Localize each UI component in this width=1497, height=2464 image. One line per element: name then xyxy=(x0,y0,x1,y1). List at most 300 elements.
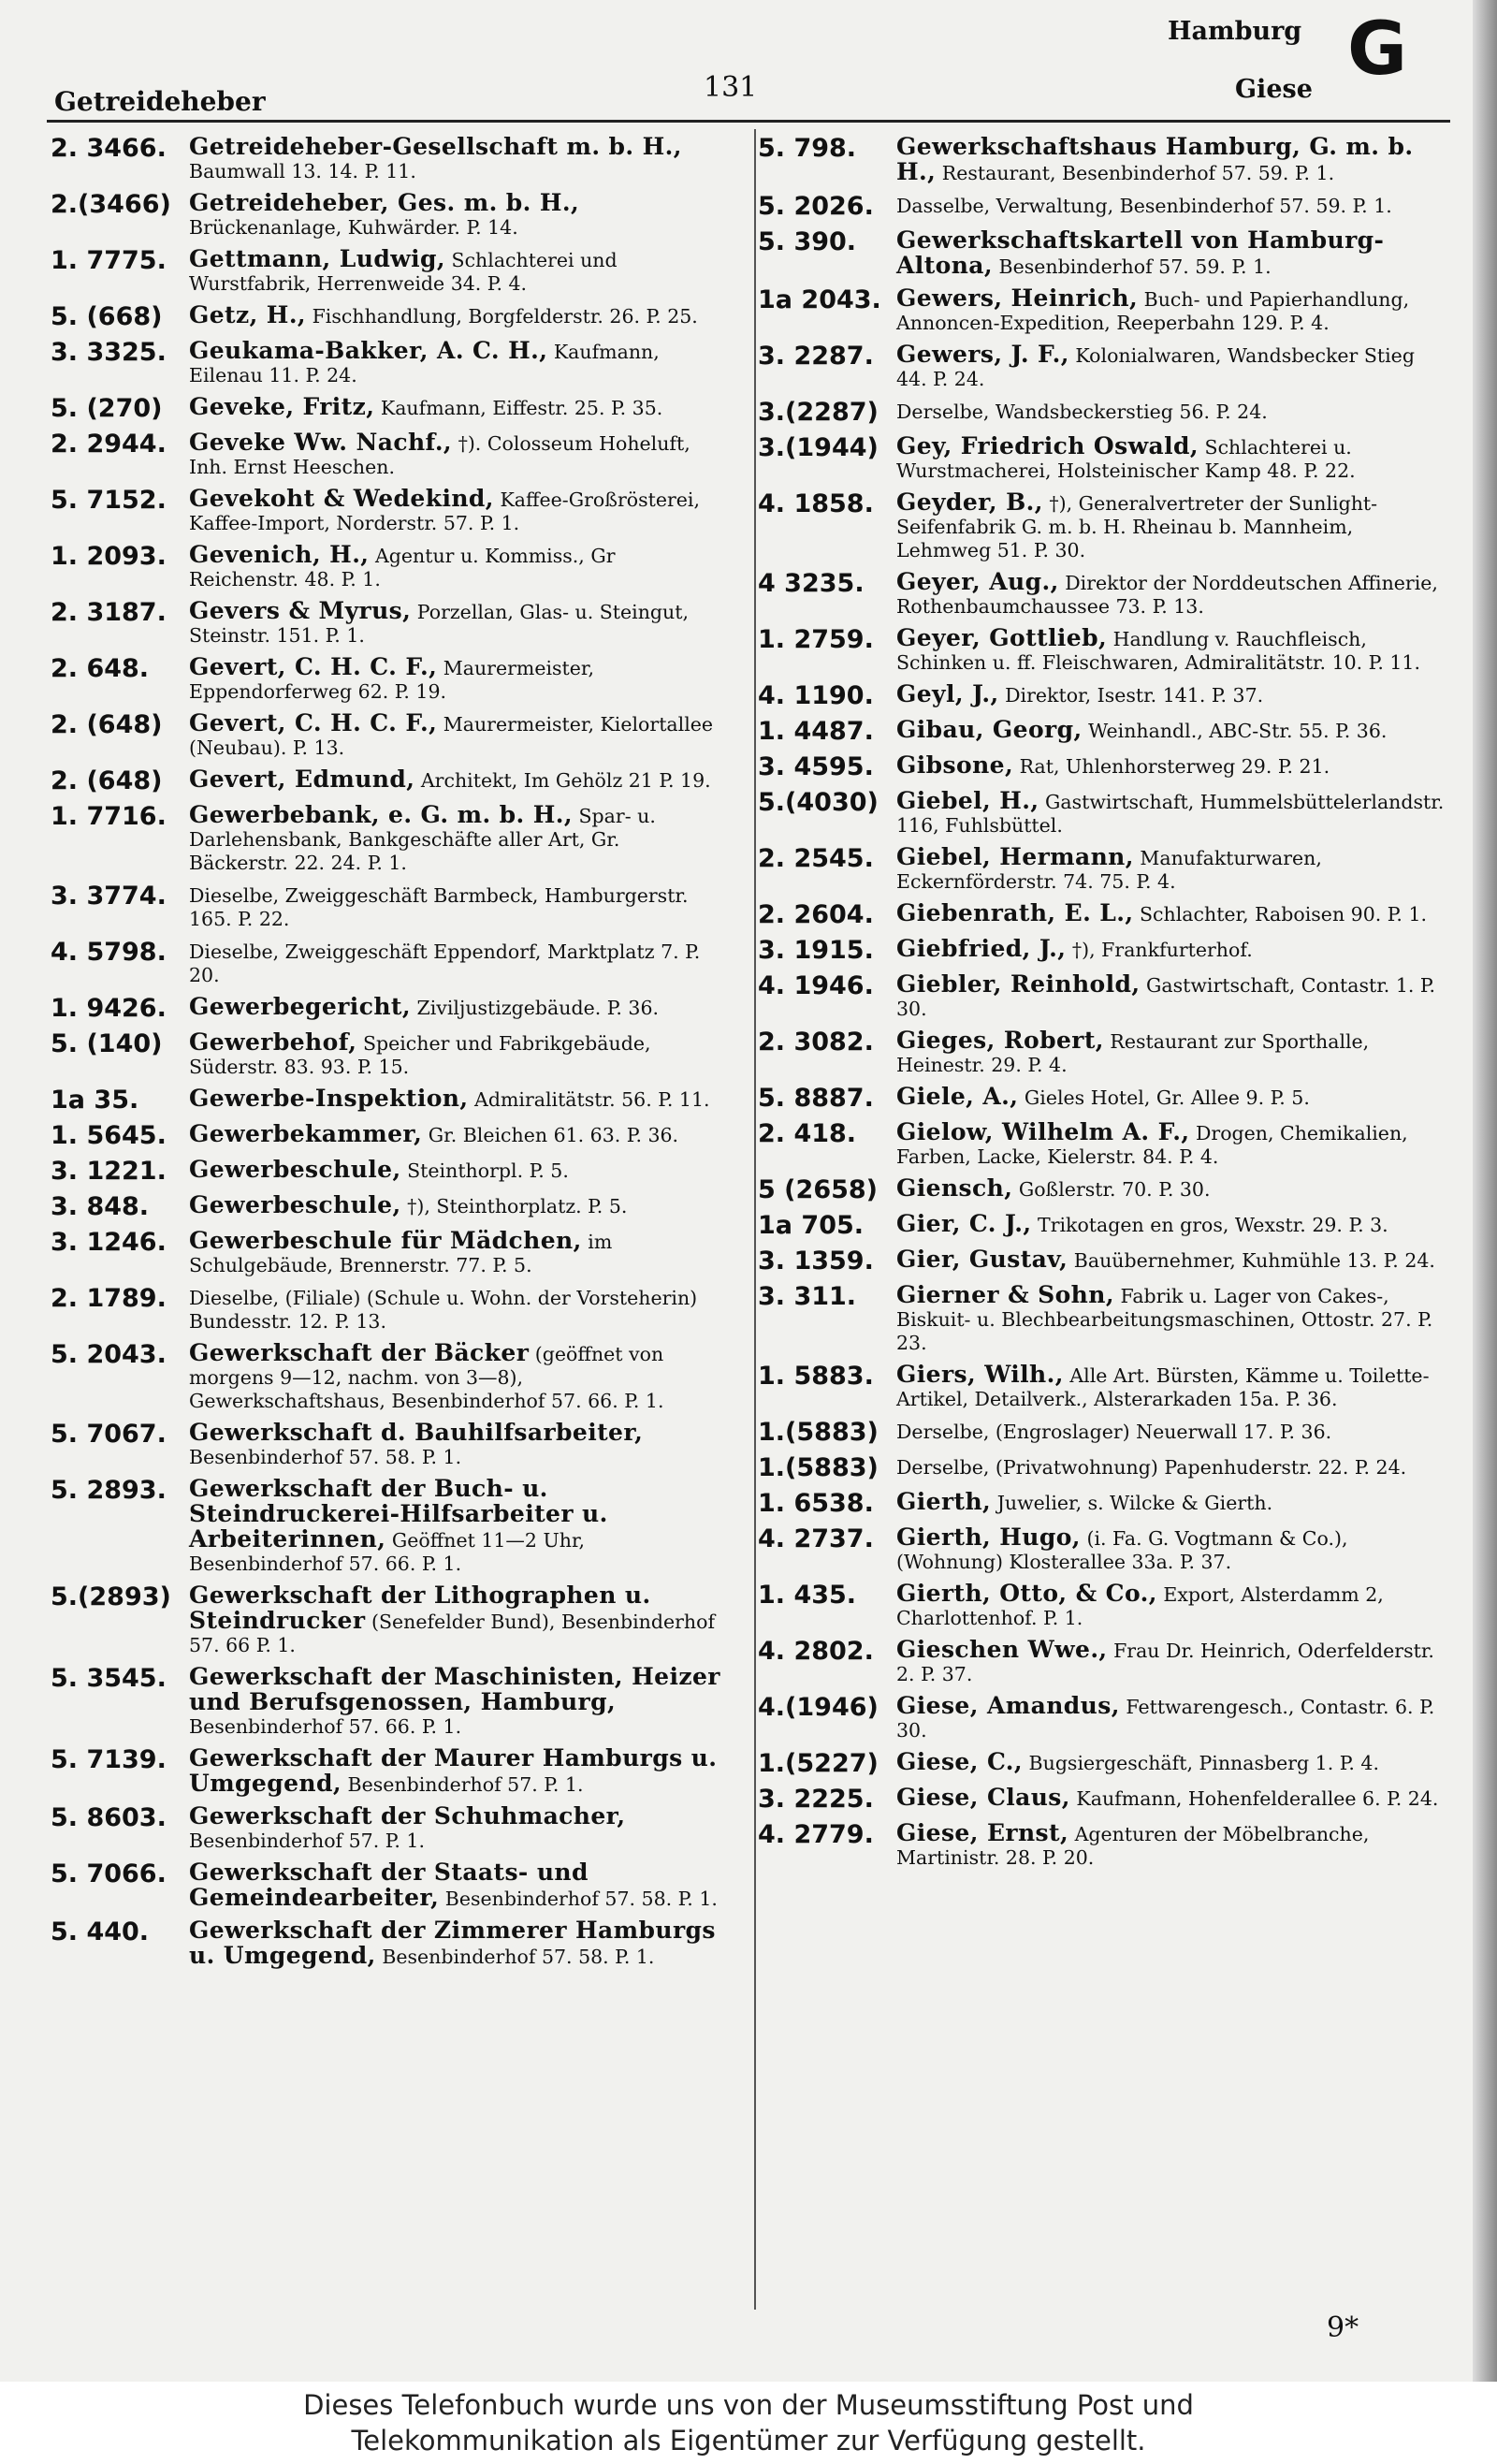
directory-entry xyxy=(758,1283,1446,1355)
phone-number: 1.(5883) xyxy=(758,1453,879,1482)
entry-text xyxy=(896,718,1446,743)
entry-text xyxy=(189,487,724,535)
entry-text xyxy=(896,399,1446,424)
entry-name: Gielow, Wilhelm A. F., xyxy=(896,1118,1190,1145)
directory-entry xyxy=(51,1804,724,1853)
phone-number: 1. 7775. xyxy=(51,246,167,275)
phone-number: 5. (270) xyxy=(51,394,163,423)
entry-detail: Bauübernehmer, Kuhmühle 13. P. 24. xyxy=(1073,1249,1435,1272)
entry-name: Geveke, Fritz, xyxy=(189,393,375,420)
entry-text xyxy=(896,135,1446,185)
entry-text xyxy=(189,339,724,387)
entry-text xyxy=(896,570,1446,619)
entry-detail: Maurermeister, Eppendorferweg 62. P. 19. xyxy=(189,657,594,703)
directory-entry xyxy=(51,1122,724,1150)
entry-text xyxy=(189,1583,724,1657)
directory-entry xyxy=(51,1341,724,1413)
entry-detail: Gr. Bleichen 61. 63. P. 36. xyxy=(428,1124,679,1146)
entry-detail: Trikotagen en gros, Wexstr. 29. P. 3. xyxy=(1038,1214,1388,1236)
entry-text xyxy=(896,1525,1446,1574)
entry-detail: Brückenanlage, Kuhwärder. P. 14. xyxy=(189,216,518,239)
phone-number: 5. 7067. xyxy=(51,1420,167,1449)
phone-number: 2. 2944. xyxy=(51,430,167,459)
directory-entry xyxy=(51,191,724,240)
entry-name: Giese, Claus, xyxy=(896,1784,1070,1811)
entry-detail: Agenturen der Möbelbranche, Martinistr. 28. P. 20. xyxy=(896,1823,1370,1869)
directory-entry xyxy=(758,135,1446,185)
directory-entry xyxy=(758,626,1446,675)
entry-text xyxy=(189,430,724,479)
phone-number: 5.(4030) xyxy=(758,788,879,817)
phone-number: 3.(1944) xyxy=(758,433,879,462)
directory-entry xyxy=(51,711,724,760)
entry-name: Gevenich, H., xyxy=(189,541,370,568)
entry-name: Gierth, Otto, & Co., xyxy=(896,1580,1157,1607)
column-divider xyxy=(754,129,756,2310)
entry-text xyxy=(189,135,724,183)
entry-text xyxy=(189,1086,724,1112)
entry-name: Gewers, Heinrich, xyxy=(896,284,1139,312)
directory-entry xyxy=(758,1120,1446,1169)
entry-detail: Dieselbe, (Filiale) (Schule u. Wohn. der Vorsteherin) Bundesstr. 12. P. 13. xyxy=(189,1287,698,1333)
entry-detail: Buch- und Papierhandlung, Annoncen-Expedition, Reeperbahn 129. P. 4. xyxy=(896,288,1410,334)
phone-number: 3. 2287. xyxy=(758,342,874,371)
phone-number: 2. 3466. xyxy=(51,134,167,163)
entry-detail: (Senefelder Bund), Besenbinderhof 57. 66 P. 1. xyxy=(189,1611,716,1656)
entry-name: Gewerkschaft d. Bauhilfsarbeiter, xyxy=(189,1419,644,1446)
entry-text xyxy=(896,1490,1446,1515)
entry-text xyxy=(896,1582,1446,1630)
phone-number: 3. 2225. xyxy=(758,1785,874,1814)
phone-number: 5. 7152. xyxy=(51,486,167,515)
entry-text xyxy=(189,599,724,648)
entry-text xyxy=(896,1821,1446,1870)
entry-detail: Drogen, Chemikalien, Farben, Lacke, Kielerstr. 84. P. 4. xyxy=(896,1122,1408,1168)
entry-name: Gettmann, Ludwig, xyxy=(189,245,445,272)
entry-detail: Maurermeister, Kielortallee (Neubau). P. 13. xyxy=(189,713,714,759)
entry-text xyxy=(189,1665,724,1739)
entry-text xyxy=(896,937,1446,962)
entry-name: Giensch, xyxy=(896,1174,1013,1202)
entry-detail: Restaurant zur Sporthalle, Heinestr. 29. P. 4. xyxy=(896,1030,1370,1076)
directory-entry xyxy=(758,1028,1446,1077)
entry-text xyxy=(896,1454,1446,1480)
header-rule xyxy=(47,120,1450,123)
entry-name: Gevers & Myrus, xyxy=(189,597,412,624)
phone-number: 3. 1359. xyxy=(758,1247,874,1276)
entry-text xyxy=(189,803,724,875)
phone-number: 4. 2802. xyxy=(758,1637,874,1666)
phone-number: 1.(5227) xyxy=(758,1749,879,1778)
directory-entry xyxy=(758,1454,1446,1482)
directory-entry xyxy=(51,803,724,875)
directory-entry xyxy=(758,1750,1446,1778)
entry-text xyxy=(896,434,1446,483)
index-letter: G xyxy=(1347,7,1408,92)
directory-entry xyxy=(51,1285,724,1334)
entry-text xyxy=(189,543,724,591)
phone-number: 5. (140) xyxy=(51,1029,163,1058)
entry-detail: Fettwarengesch., Contastr. 6. P. 30. xyxy=(896,1696,1435,1742)
entry-detail: Besenbinderhof 57. P. 1. xyxy=(189,1830,425,1852)
entry-text xyxy=(189,395,724,420)
entry-name: Gewerkschaft der Maschinisten, Heizer und Berufsgenossen, Hamburg, xyxy=(189,1663,720,1715)
entry-name: Gewerkschaft der Schuhmacher, xyxy=(189,1802,626,1830)
entry-text xyxy=(896,1638,1446,1686)
entry-text xyxy=(189,1918,724,1969)
entry-text xyxy=(189,1122,724,1147)
directory-entry xyxy=(51,1193,724,1221)
phone-number: 5 (2658) xyxy=(758,1175,879,1204)
entry-detail: Admiralitätstr. 56. P. 11. xyxy=(474,1088,710,1111)
directory-entry xyxy=(758,1582,1446,1630)
directory-entry xyxy=(51,1665,724,1739)
phone-number: 5. 798. xyxy=(758,134,857,163)
phone-number: 1. 7716. xyxy=(51,802,167,831)
entry-name: Gewerbeschule für Mädchen, xyxy=(189,1227,582,1254)
left-column xyxy=(51,135,724,1976)
phone-number: 1. 435. xyxy=(758,1581,857,1610)
phone-number: 2. 1789. xyxy=(51,1284,167,1313)
entry-text xyxy=(896,228,1446,279)
entry-detail: Derselbe, (Engroslager) Neuerwall 17. P. 36. xyxy=(896,1421,1332,1443)
entry-detail: Agentur u. Kommiss., Gr Reichenstr. 48. P. 1. xyxy=(189,545,616,590)
directory-entry xyxy=(758,399,1446,427)
entry-name: Gewerkschaft der Staats- und Gemeindearbeiter, xyxy=(189,1859,589,1911)
directory-entry xyxy=(758,570,1446,619)
directory-entry xyxy=(758,1786,1446,1814)
entry-text xyxy=(896,1283,1446,1355)
phone-number: 4 3235. xyxy=(758,569,865,598)
phone-number: 2. (648) xyxy=(51,710,163,739)
entry-name: Getreideheber-Gesellschaft m. b. H., xyxy=(189,133,682,160)
phone-number: 2. 648. xyxy=(51,654,150,683)
page-number: 131 xyxy=(704,71,758,104)
phone-number: 3. 848. xyxy=(51,1192,150,1221)
entry-detail: Schlachterei und Wurstfabrik, Herrenweide 34. P. 4. xyxy=(189,249,618,295)
entry-name: Giers, Wilh., xyxy=(896,1361,1064,1388)
phone-number: 5. 7139. xyxy=(51,1745,167,1774)
entry-detail: im Schulgebäude, Brennerstr. 77. P. 5. xyxy=(189,1231,613,1276)
directory-entry xyxy=(51,303,724,331)
entry-detail: Besenbinderhof 57. 66. P. 1. xyxy=(189,1715,462,1738)
entry-text xyxy=(896,972,1446,1021)
entry-detail: Frau Dr. Heinrich, Oderfelderstr. 2. P. 37. xyxy=(896,1640,1434,1685)
entry-name: Gibau, Georg, xyxy=(896,716,1083,743)
entry-name: Gierner & Sohn, xyxy=(896,1281,1114,1308)
directory-entry xyxy=(51,995,724,1023)
directory-entry xyxy=(51,1030,724,1079)
entry-detail: Besenbinderhof 57. 58. P. 1. xyxy=(382,1946,655,1968)
entry-name: Gewerkschaftskartell von Hamburg-Altona, xyxy=(896,226,1385,279)
phone-number: 5.(2893) xyxy=(51,1582,171,1611)
entry-name: Gewerbekammer, xyxy=(189,1120,423,1147)
entry-name: Gewerkschaft der Zimmerer Hamburgs u. Umgegend, xyxy=(189,1917,716,1969)
entry-name: Gibsone, xyxy=(896,751,1014,779)
entry-detail: Besenbinderhof 57. 58. P. 1. xyxy=(444,1888,718,1910)
entry-text xyxy=(189,711,724,760)
entry-name: Gewerkschaft der Bäcker xyxy=(189,1339,530,1366)
phone-number: 1. 6538. xyxy=(758,1489,874,1518)
directory-entry xyxy=(51,1158,724,1186)
entry-detail: Spar- u. Darlehensbank, Bankgeschäfte aller Art, Gr. Bäckerstr. 22. 24. P. 1. xyxy=(189,805,656,874)
phone-number: 5. 2026. xyxy=(758,192,874,221)
entry-name: Gewerkschaftshaus Hamburg, G. m. b. H., xyxy=(896,133,1414,185)
entry-name: Gevert, C. H. C. F., xyxy=(189,653,438,680)
entry-text xyxy=(189,1030,724,1079)
directory-entry xyxy=(758,845,1446,894)
phone-number: 5. 8603. xyxy=(51,1803,167,1832)
entry-detail: Geöffnet 11—2 Uhr, Besenbinderhof 57. 66. P. 1. xyxy=(189,1529,586,1575)
entry-text xyxy=(189,655,724,704)
entry-name: Giele, A., xyxy=(896,1083,1019,1110)
entry-detail: †), Frankfurterhof. xyxy=(1071,939,1253,961)
phone-number: 5. 390. xyxy=(758,227,857,256)
entry-text xyxy=(189,1229,724,1277)
phone-number: 1a 705. xyxy=(758,1211,865,1240)
footer-line-2: Telekommunikation als Eigentümer zur Verfügung gestellt. xyxy=(351,2425,1146,2457)
entry-detail: (i. Fa. G. Vogtmann & Co.), (Wohnung) Klosterallee 33a. P. 37. xyxy=(896,1527,1348,1573)
entry-name: Gewerkschaft der Buch- u. Steindruckerei-Hilfsarbeiter u. Arbeiterinnen, xyxy=(189,1475,608,1553)
directory-entry xyxy=(51,339,724,387)
phone-number: 3. 1915. xyxy=(758,936,874,965)
last-name-heading: Giese xyxy=(1235,75,1313,104)
directory-entry xyxy=(51,430,724,479)
directory-entry xyxy=(51,1918,724,1969)
entry-detail: Baumwall 13. 14. P. 11. xyxy=(189,160,416,182)
entry-name: Gewerkschaft der Maurer Hamburgs u. Umgegend, xyxy=(189,1744,718,1797)
entry-detail: Derselbe, Wandsbeckerstieg 56. P. 24. xyxy=(896,401,1268,423)
entry-detail: †), Generalvertreter der Sunlight-Seifenfabrik G. m. b. H. Rheinau b. Mannheim, Lehmweg 51. P. 30. xyxy=(896,492,1378,561)
directory-entry xyxy=(51,1421,724,1469)
entry-text xyxy=(896,1694,1446,1742)
entry-name: Giese, Ernst, xyxy=(896,1819,1069,1846)
section-heading: Getreideheber xyxy=(54,86,266,117)
entry-detail: Speicher und Fabrikgebäude, Süderstr. 83. 93. P. 15. xyxy=(189,1032,651,1078)
phone-number: 4. 1858. xyxy=(758,489,874,518)
entry-text xyxy=(189,1477,724,1576)
entry-name: Geveke Ww. Nachf., xyxy=(189,429,453,456)
directory-entry xyxy=(758,901,1446,929)
entry-detail: Handlung v. Rauchfleisch, Schinken u. ff. Fleischwaren, Admiralitätstr. 10. P. 11. xyxy=(896,628,1420,674)
phone-number: 1. 4487. xyxy=(758,717,874,746)
phone-number: 4. 1946. xyxy=(758,971,874,1000)
entry-text xyxy=(189,247,724,296)
city-heading: Hamburg xyxy=(1168,17,1302,46)
entry-name: Giese, Amandus, xyxy=(896,1692,1120,1719)
directory-entry xyxy=(51,655,724,704)
directory-entry xyxy=(51,543,724,591)
directory-entry xyxy=(758,1638,1446,1686)
entry-detail: (geöffnet von morgens 9—12, nachm. von 3—8), Gewerkschaftshaus, Besenbinderhof 57. 66. P. 1. xyxy=(189,1343,664,1412)
phone-number: 2. (648) xyxy=(51,766,163,795)
entry-detail: Export, Alsterdamm 2, Charlottenhof. P. 1. xyxy=(896,1583,1384,1629)
entry-detail: Besenbinderhof 57. 59. P. 1. xyxy=(998,255,1272,278)
entry-detail: Porzellan, Glas- u. Steingut, Steinstr. 151. P. 1. xyxy=(189,601,689,647)
phone-number: 5. 2043. xyxy=(51,1340,167,1369)
entry-text xyxy=(896,1750,1446,1775)
phone-number: 3.(2287) xyxy=(758,398,879,427)
entry-name: Gevert, C. H. C. F., xyxy=(189,709,438,736)
entry-text xyxy=(896,1212,1446,1237)
phone-number: 1a 35. xyxy=(51,1086,139,1115)
entry-detail: Schlachterei u. Wurstmacherei, Holsteinischer Kamp 48. P. 22. xyxy=(896,436,1356,482)
entry-name: Gewerbe-Inspektion, xyxy=(189,1085,469,1112)
phone-number: 1. 5883. xyxy=(758,1362,874,1391)
entry-text xyxy=(189,303,724,328)
entry-text xyxy=(189,191,724,240)
entry-detail: Fabrik u. Lager von Cakes-, Biskuit- u. Blechbearbeitungsmaschinen, Ottostr. 27. P. 23. xyxy=(896,1285,1433,1354)
directory-entry xyxy=(758,343,1446,391)
directory-entry xyxy=(51,1229,724,1277)
entry-text xyxy=(896,1363,1446,1411)
entry-text xyxy=(896,1786,1446,1811)
entry-detail: Gastwirtschaft, Contastr. 1. P. 30. xyxy=(896,974,1436,1020)
entry-detail: Kaffee-Großrösterei, Kaffee-Import, Norderstr. 57. P. 1. xyxy=(189,488,700,534)
entry-name: Getreideheber, Ges. m. b. H., xyxy=(189,189,580,216)
entry-name: Giebel, Hermann, xyxy=(896,843,1134,870)
entry-detail: Derselbe, (Privatwohnung) Papenhuderstr. 22. P. 24. xyxy=(896,1456,1407,1479)
entry-detail: Goßlerstr. 70. P. 30. xyxy=(1018,1178,1211,1201)
entry-name: Gieges, Robert, xyxy=(896,1027,1104,1054)
directory-entry xyxy=(758,789,1446,838)
entry-name: Gewerbehof, xyxy=(189,1028,357,1056)
entry-text xyxy=(189,1341,724,1413)
entry-name: Gierth, Hugo, xyxy=(896,1524,1081,1551)
directory-entry xyxy=(758,1821,1446,1870)
phone-number: 1a 2043. xyxy=(758,285,881,314)
entry-text xyxy=(896,343,1446,391)
directory-entry xyxy=(758,1525,1446,1574)
entry-detail: Gieles Hotel, Gr. Allee 9. P. 5. xyxy=(1024,1086,1310,1109)
directory-entry xyxy=(51,1583,724,1657)
directory-entry xyxy=(758,1085,1446,1113)
directory-entry xyxy=(758,1212,1446,1240)
entry-text xyxy=(189,1804,724,1853)
directory-entry xyxy=(51,599,724,648)
phone-number: 2.(3466) xyxy=(51,190,171,219)
entry-detail: Bugsiergeschäft, Pinnasberg 1. P. 4. xyxy=(1028,1752,1379,1774)
entry-detail: Dieselbe, Zweiggeschäft Eppendorf, Marktplatz 7. P. 20. xyxy=(189,940,701,986)
entry-name: Gier, Gustav, xyxy=(896,1246,1068,1273)
directory-entry xyxy=(51,1746,724,1797)
directory-entry xyxy=(51,1860,724,1911)
entry-text xyxy=(896,286,1446,335)
entry-text xyxy=(896,626,1446,675)
directory-entry xyxy=(758,972,1446,1021)
phone-number: 2. 2545. xyxy=(758,844,874,873)
entry-text xyxy=(896,490,1446,562)
entry-text xyxy=(189,1193,724,1218)
entry-text xyxy=(896,845,1446,894)
phone-number: 4. 1190. xyxy=(758,681,874,710)
phone-number: 3. 1221. xyxy=(51,1157,167,1186)
entry-detail: Besenbinderhof 57. P. 1. xyxy=(347,1773,584,1796)
entry-name: Geyer, Aug., xyxy=(896,568,1059,595)
entry-detail: Architekt, Im Gehölz 21 P. 19. xyxy=(420,769,711,792)
directory-entry xyxy=(51,939,724,987)
entry-name: Giebler, Reinhold, xyxy=(896,970,1141,998)
footer-line-1: Dieses Telefonbuch wurde uns von der Museumsstiftung Post und xyxy=(303,2389,1194,2421)
entry-text xyxy=(896,1028,1446,1077)
phone-number: 3. 311. xyxy=(758,1282,857,1311)
entry-text xyxy=(189,1746,724,1797)
entry-name: Gewers, J. F., xyxy=(896,341,1069,368)
entry-detail: Schlachter, Raboisen 90. P. 1. xyxy=(1140,903,1428,926)
entry-text xyxy=(189,767,724,793)
directory-entry xyxy=(51,487,724,535)
entry-text xyxy=(189,882,724,931)
entry-text xyxy=(896,753,1446,779)
directory-entry xyxy=(51,1086,724,1115)
entry-detail: Weinhandl., ABC-Str. 55. P. 36. xyxy=(1088,720,1388,742)
directory-entry xyxy=(758,490,1446,562)
directory-entry xyxy=(758,193,1446,221)
directory-entry xyxy=(758,753,1446,781)
entry-detail: †). Colosseum Hoheluft, Inh. Ernst Heeschen. xyxy=(189,432,690,478)
directory-entry xyxy=(758,286,1446,335)
entry-name: Gieschen Wwe., xyxy=(896,1636,1108,1663)
entry-name: Geyer, Gottlieb, xyxy=(896,624,1108,651)
phone-number: 2. 3187. xyxy=(51,598,167,627)
directory-entry xyxy=(758,1419,1446,1447)
directory-entry xyxy=(51,135,724,183)
phone-number: 1. 5645. xyxy=(51,1121,167,1150)
phone-number: 3. 3774. xyxy=(51,882,167,911)
directory-entry xyxy=(51,1477,724,1576)
directory-entry xyxy=(51,395,724,423)
phone-number: 2. 2604. xyxy=(758,900,874,929)
entry-text xyxy=(189,1421,724,1469)
entry-detail: Direktor der Norddeutschen Affinerie, Rothenbaumchaussee 73. P. 13. xyxy=(896,572,1438,618)
entry-name: Gevert, Edmund, xyxy=(189,765,415,793)
phone-number: 2. 418. xyxy=(758,1119,857,1148)
phone-number: 3. 3325. xyxy=(51,338,167,367)
entry-name: Getz, H., xyxy=(189,301,307,328)
phone-number: 1. 9426. xyxy=(51,994,167,1023)
entry-text xyxy=(896,1247,1446,1273)
phone-number: 1. 2093. xyxy=(51,542,167,571)
directory-entry xyxy=(51,767,724,795)
footer-notice xyxy=(0,2382,1497,2464)
directory-entry xyxy=(51,247,724,296)
right-column xyxy=(758,135,1446,1877)
entry-name: Gey, Friedrich Oswald, xyxy=(896,432,1199,459)
entry-text xyxy=(896,682,1446,707)
phone-number: 4. 2737. xyxy=(758,1524,874,1553)
entry-detail: Besenbinderhof 57. 58. P. 1. xyxy=(189,1446,462,1468)
entry-name: Geukama-Bakker, A. C. H., xyxy=(189,337,548,364)
directory-entry xyxy=(758,228,1446,279)
entry-name: Gewerbeschule, xyxy=(189,1156,401,1183)
signature-mark: 9* xyxy=(1327,2311,1359,2344)
directory-entry xyxy=(758,1363,1446,1411)
entry-text xyxy=(896,1120,1446,1169)
entry-detail: Direktor, Isestr. 141. P. 37. xyxy=(1005,684,1264,707)
phone-number: 2. 3082. xyxy=(758,1028,874,1057)
directory-entry xyxy=(758,1694,1446,1742)
entry-name: Gierth, xyxy=(896,1488,992,1515)
entry-detail: Fischhandlung, Borgfelderstr. 26. P. 25. xyxy=(312,305,698,328)
entry-name: Giebfried, J., xyxy=(896,935,1067,962)
directory-entry xyxy=(758,434,1446,483)
phone-number: 5. 3545. xyxy=(51,1664,167,1693)
entry-detail: Dieselbe, Zweiggeschäft Barmbeck, Hamburgerstr. 165. P. 22. xyxy=(189,884,689,930)
phone-number: 5. 440. xyxy=(51,1917,150,1946)
directory-entry xyxy=(758,682,1446,710)
phone-number: 5. 8887. xyxy=(758,1084,874,1113)
phone-number: 4. 2779. xyxy=(758,1820,874,1849)
